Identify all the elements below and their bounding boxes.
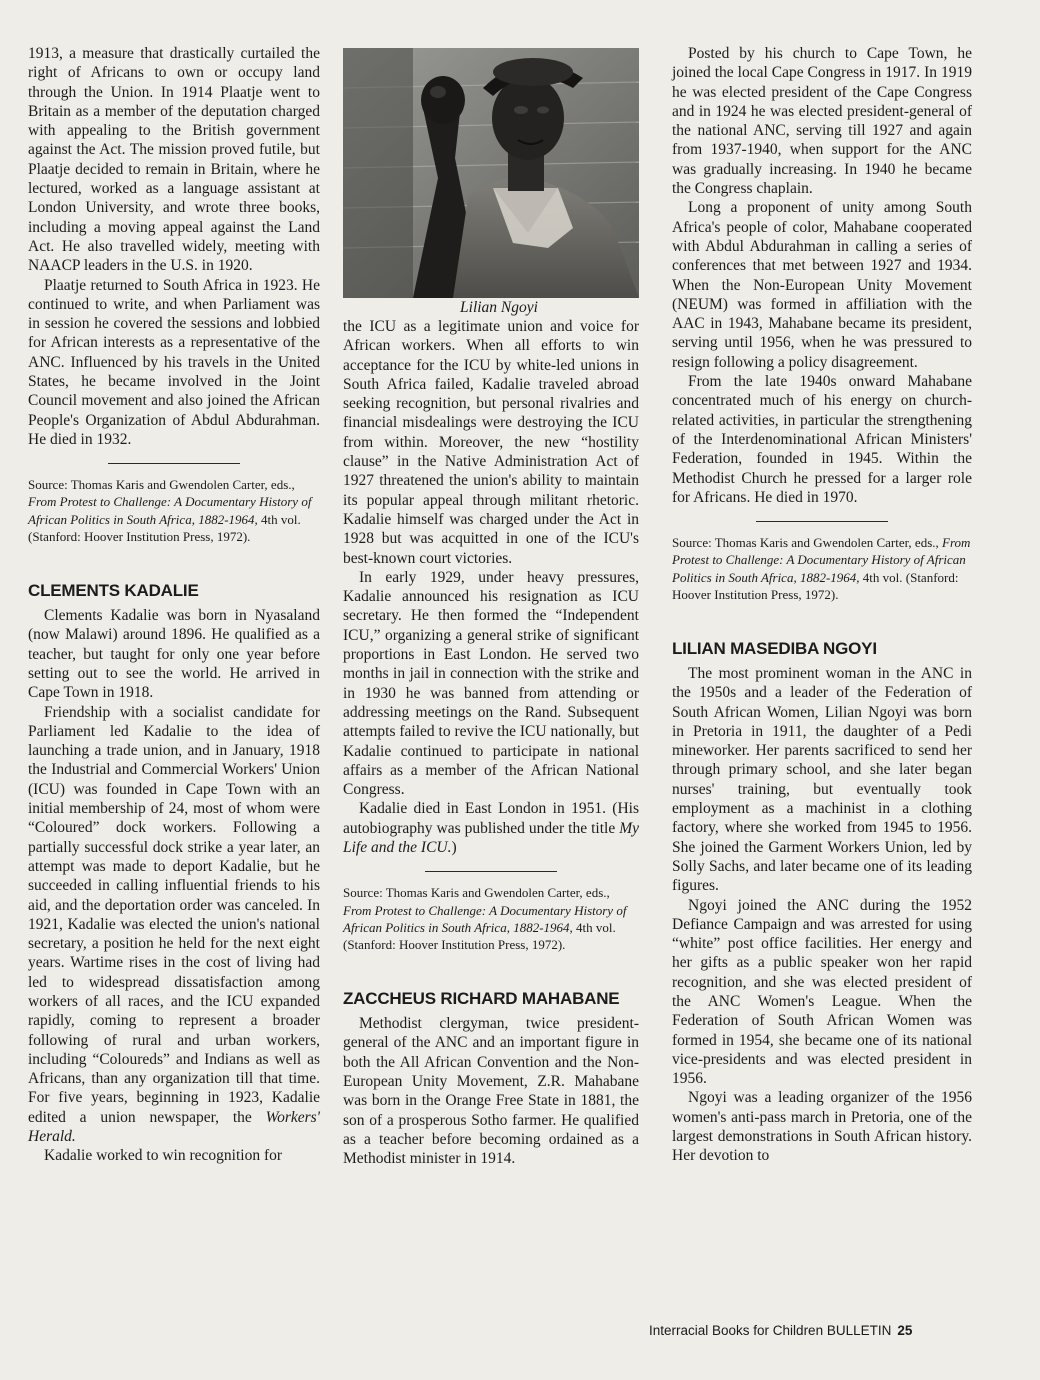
source-citation: Source: Thomas Karis and Gwendolen Carter, eds., From Protest to Challenge: A Documentary History of African Politics in South Africa, 1882-1964, 4th vol. (Stanford: Hoover Institution Press, 1972). — [672, 535, 971, 602]
column-1 — [28, 44, 320, 1166]
page-footer — [649, 1323, 912, 1338]
paragraph: Ngoyi was a leading organizer of the 1956 women's anti-pass march in Pretoria, one of the largest demonstrations in South African history. Her devotion to — [672, 1089, 972, 1165]
divider — [756, 521, 888, 522]
paragraph: In early 1929, under heavy pressures, Kadalie announced his resignation as ICU secretary. He then formed the “Independent ICU,” organizing a general strike of significant proportions in East London. He served two months in jail in connection with the strike and in 1930 he was banned from attending or addressing meetings on the Rand. Subsequent attempts failed to revive the ICU nationally, but Kadalie continued to participate in national affairs as a member of the African National Congress. — [343, 568, 639, 799]
paragraph: Kadalie worked to win recognition for — [44, 1147, 283, 1165]
photo-caption: Lilian Ngoyi — [460, 299, 538, 316]
paragraph: Long a proponent of unity among South Africa's people of color, Mahabane cooperated with Abdul Abdurahman in calling a series of conferences that met between 1927 and 1934. When the Non-European Unity Movement (NEUM) was formed in affiliation with the AAC in 1943, Mahabane became its president, serving until 1956, when he was pressured to resign following a policy disagreement. — [672, 199, 972, 371]
lilian-ngoyi-photo — [343, 48, 639, 298]
paragraph: Posted by his church to Cape Town, he joined the local Cape Congress in 1917. In 1919 he was elected president of the Cape Congress and in 1924 he was elected president-general of the national ANC, serving till 1927 and again from 1937-1940, when support for the ANC was gradually increasing. In 1940 he became the Congress chaplain. — [672, 45, 972, 198]
page-number: 25 — [897, 1323, 913, 1338]
paragraph: From the late 1940s onward Mahabane concentrated much of his energy on church-related activities, in particular the strengthening of the Interdenominational African Ministers' Federation, founded in 1945. Within the Methodist Church he pressed for a larger role for Africans. He died in 1970. — [672, 373, 972, 506]
paragraph: Clements Kadalie was born in Nyasaland (now Malawi) around 1896. He qualified as a teacher, but taught for only one year before setting out to see the world. He arrived in Cape Town in 1918. — [28, 607, 320, 702]
paragraph: The most prominent woman in the ANC in the 1950s and a leader of the Federation of South African Women, Lilian Ngoyi was born in Pretoria in 1911, the daughter of a Pedi mineworker. Her parents sacrificed to send her through primary school, and she later began nurses' training, but eventually took employment as a machinist in a clothing factory, where she worked from 1945 to 1956. She joined the Garment Workers Union, led by Solly Sachs, and later became one of its leading figures. — [672, 664, 972, 895]
paragraph: the ICU as a legitimate union and voice for African workers. When all efforts to win acceptance for the ICU by white-led unions in South Africa failed, Kadalie traveled abroad seeking recognition, but personal rivalries and financial misdealings were destroying the ICU from within. Moreover, the new “hostility clause” in the Native Administration Act of 1927 threatened the union's ability to maintain its popular appeal through militant rhetoric. Kadalie himself was charged under the Act in 1928 but was acquitted in one of the ICU's best-known court victories. — [343, 318, 639, 567]
paragraph: Friendship with a socialist candidate for Parliament led Kadalie to the idea of launching a trade union, and in January, 1918 the Industrial and Commercial Workers' Union (ICU) was founded in Cape Town with an initial membership of 24, most of whom were “Coloured” dock workers. Following a partially successful dock strike a year later, an attempt was made to deport Kadalie, but he succeeded in calling influential friends to his aid, and the deportation order was canceled. In 1921, Kadalie was elected the union's national secretary, a position he held for the next eight years. Wartime rises in the cost of living had led to widespread dissatisfaction among workers of all races, and the ICU expanded rapidly, coming to represent a broader following of rural and urban workers, including “Coloureds” and Indians as well as Africans, than any organization till that time. For five years, beginning in 1923, Kadalie edited a union newspaper, the Workers' Herald. — [28, 703, 320, 1146]
section-heading-ngoyi: LILIAN MASEDIBA NGOYI — [672, 638, 877, 658]
section-heading-kadalie: CLEMENTS KADALIE — [28, 581, 199, 601]
publication-name: Interracial Books for Children BULLETIN — [649, 1323, 892, 1338]
column-3 — [672, 44, 972, 1166]
paragraph: Methodist clergyman, twice president-general of the ANC and an important figure in both the All African Convention and the Non-European Unity Movement, Z.R. Mahabane was born in the Orange Free State in 1881, the son of a prosperous Sotho farmer. He qualified as a teacher before becoming ordained as a Methodist minister in 1914. — [343, 1015, 639, 1168]
source-citation: Source: Thomas Karis and Gwendolen Carter, eds., From Protest to Challenge: A Documentary History of African Politics in South Africa, 1882-1964, 4th vol. (Stanford: Hoover Institution Press, 1972). — [28, 477, 312, 544]
paragraph: Ngoyi joined the ANC during the 1952 Defiance Campaign and was arrested for using “white” post office facilities. Her energy and her gifts as a public speaker won her rapid recognition, and she was elected president of the ANC Women's League. When the Federation of South African Women was formed in 1954, she became one of its national vice-presidents and was elected president in 1956. — [672, 896, 972, 1088]
divider — [108, 463, 240, 464]
paragraph: Plaatje returned to South Africa in 1923. He continued to write, and when Parliament was in session he covered the sessions and lobbied for African interests as a representative of the ANC. Influenced by his travels in the United States, he became involved in the Joint Council movement and also joined the African People's Organization of Abdul Abdurahman. He died in 1932. — [28, 276, 320, 448]
column-2 — [343, 44, 639, 1169]
source-citation: Source: Thomas Karis and Gwendolen Carter, eds., From Protest to Challenge: A Documentary History of African Politics in South Africa, 1882-1964, 4th vol. (Stanford: Hoover Institution Press, 1972). — [343, 885, 627, 952]
paragraph: Kadalie died in East London in 1951. (His autobiography was published under the title My Life and the ICU.) — [343, 800, 639, 857]
section-heading-mahabane: ZACCHEUS RICHARD MAHABANE — [343, 989, 620, 1009]
paragraph: 1913, a measure that drastically curtailed the right of Africans to own or occupy land through the Union. In 1914 Plaatje went to Britain as a member of the deputation charged with appealing to the British government against the Act. The mission proved futile, but Plaatje decided to remain in Britain, where he lectured, worked as a language assistant at London University, and wrote three books, including a moving appeal against the Land Act. He also travelled widely, meeting with NAACP leaders in the U.S. in 1920. — [28, 45, 320, 275]
divider — [425, 871, 557, 872]
